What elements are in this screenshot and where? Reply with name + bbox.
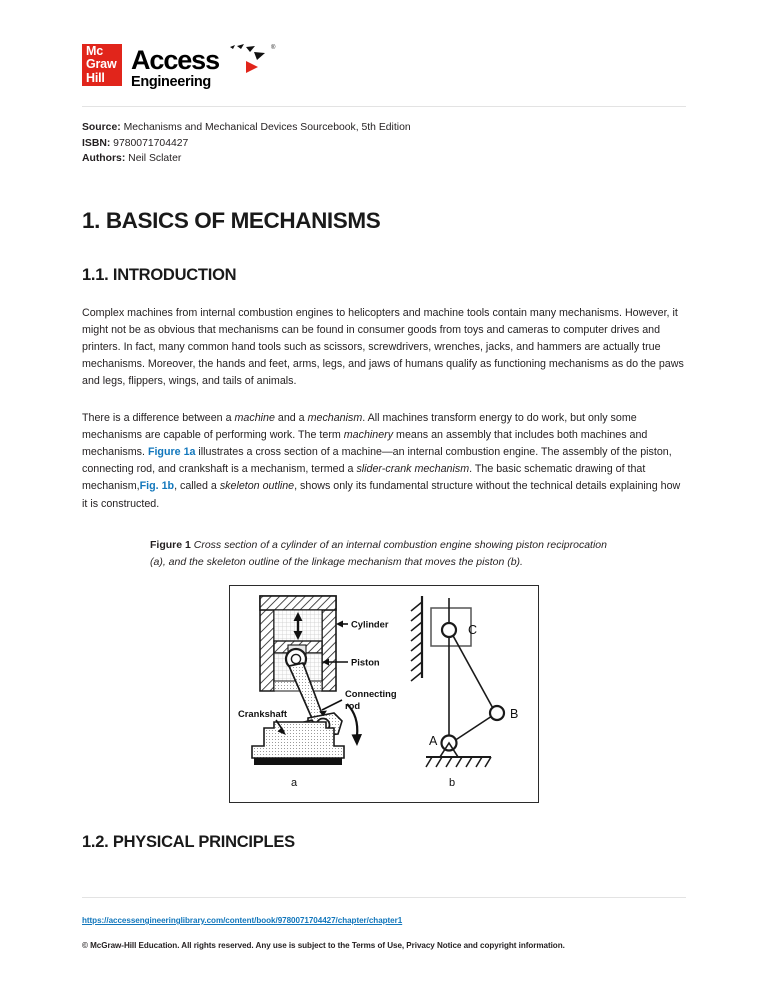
mcgraw-hill-line-1: Mc (86, 44, 103, 58)
p2-text-8: , shows only its fundamental structure without the technical details explaining how it is constructed. (82, 480, 681, 510)
callout-connecting-rod (319, 688, 397, 716)
figure-1-caption (150, 537, 620, 571)
paragraph-intro-1: Complex machines from internal combustion engines to helicopters and machine tools contain many mechanisms. However, it might not be as obvious that mechanisms can be found in consumer goods from toys and cameras to computer drives and printers. In fact, many common hand tools such as scissors, screwdrivers, wrenches, jacks, and hammers are actually true mechanisms. Moreover, the hands and feet, arms, legs, and jaws of humans qualify as functioning mechanisms as do the paws and legs, flippers, wings, and tails of animals. (82, 306, 684, 388)
metadata-isbn-row (82, 136, 686, 152)
p2-text-7: , called a (174, 480, 220, 493)
joint-label-b: B (510, 706, 519, 721)
p2-text-1: There is a difference between a (82, 411, 235, 424)
p2-italic-slider-crank: slider-crank mechanism (356, 463, 470, 476)
metadata-isbn-label: ISBN: (82, 137, 111, 149)
joint-label-c: C (468, 622, 478, 637)
figure-1-caption-label: Figure 1 (150, 538, 191, 551)
footer-source-url[interactable]: https://accessengineeringlibrary.com/content/book/9780071704427/chapter/chapter1 (82, 916, 403, 925)
metadata-source-value: Mechanisms and Mechanical Devices Sourcebook, 5th Edition (120, 122, 411, 133)
page-footer (82, 897, 686, 950)
callout-connecting-rod-label-1: Connecting (345, 687, 397, 699)
p2-italic-skeleton-outline: skeleton outline (219, 480, 295, 493)
p2-text-3: . All machines transform energy to do work, but only some mechanisms are capable of performing work. The term (82, 411, 637, 441)
metadata-isbn-value: 9780071704427 (110, 137, 189, 149)
p2-italic-machine: machine (234, 411, 275, 424)
access-wordmark: Access (131, 45, 219, 75)
p2-text-6: . The basic schematic drawing of that mechanism, (82, 463, 646, 493)
mcgraw-hill-logo-box (82, 44, 122, 86)
page-header (82, 0, 686, 90)
book-metadata (82, 120, 686, 167)
metadata-authors-row (82, 151, 686, 167)
engineering-wordmark: Engineering (131, 74, 211, 90)
section-heading-introduction: 1.1. INTRODUCTION (82, 265, 237, 284)
p2-text-5: illustrates a cross section of a machine—an internal combustion engine. The assembly of the piston, connecting rod, and crankshaft is a mechanism, termed a (82, 445, 672, 476)
swoosh-arrow-icon (224, 44, 274, 78)
figure-1-block (82, 537, 686, 803)
callout-cylinder-label: Cylinder (351, 618, 389, 630)
figure-1-image (229, 585, 539, 803)
chapter-title: 1. BASICS OF MECHANISMS (82, 207, 381, 233)
access-wordmark-block (131, 44, 276, 90)
p2-italic-mechanism: mechanism (307, 411, 363, 424)
callout-cylinder (336, 618, 389, 629)
metadata-authors-label: Authors: (82, 153, 126, 164)
figure-1-svg (230, 586, 537, 801)
mcgraw-hill-line-3: Hill (86, 70, 105, 85)
p2-text-4: means an assembly that includes both machines and mechanisms. (82, 428, 648, 458)
registered-trademark-icon: ® (271, 45, 276, 51)
callout-crankshaft-label: Crankshaft (238, 707, 287, 719)
paragraph-intro-2 (82, 410, 686, 513)
p2-text-2: and a (274, 411, 308, 424)
header-divider (82, 106, 686, 107)
metadata-source-label: Source: (82, 122, 121, 133)
section-heading-physical-principles: 1.2. PHYSICAL PRINCIPLES (82, 832, 295, 851)
figure-1-caption-text: Cross section of a cylinder of an internal combustion engine showing piston reciprocation (a), and the skeleton outline of the linkage mechanism that moves the piston (b). (150, 538, 607, 568)
panel-b-label: b (448, 776, 456, 789)
callout-connecting-rod-label-2: rod (345, 699, 361, 711)
p2-italic-machinery: machinery (343, 428, 394, 441)
metadata-authors-value: Neil Sclater (125, 153, 182, 164)
footer-divider (82, 897, 686, 898)
footer-copyright: © McGraw-Hill Education. All rights reserved. Any use is subject to the Terms of Use, Privacy Notice and copyright information. (82, 941, 565, 950)
joint-label-a: A (429, 733, 438, 748)
panel-a-label: a (290, 776, 298, 789)
link-figure-1a[interactable]: Figure 1a (147, 445, 196, 458)
callout-piston-label: Piston (351, 656, 380, 668)
panel-a-engine-cross-section (238, 596, 397, 789)
access-engineering-logo[interactable] (82, 44, 276, 90)
mcgraw-hill-line-2: Graw (86, 57, 117, 72)
panel-b-skeleton-outline (411, 596, 518, 789)
link-figure-1b[interactable]: Fig. 1b (139, 480, 175, 493)
metadata-source-row (82, 120, 686, 136)
